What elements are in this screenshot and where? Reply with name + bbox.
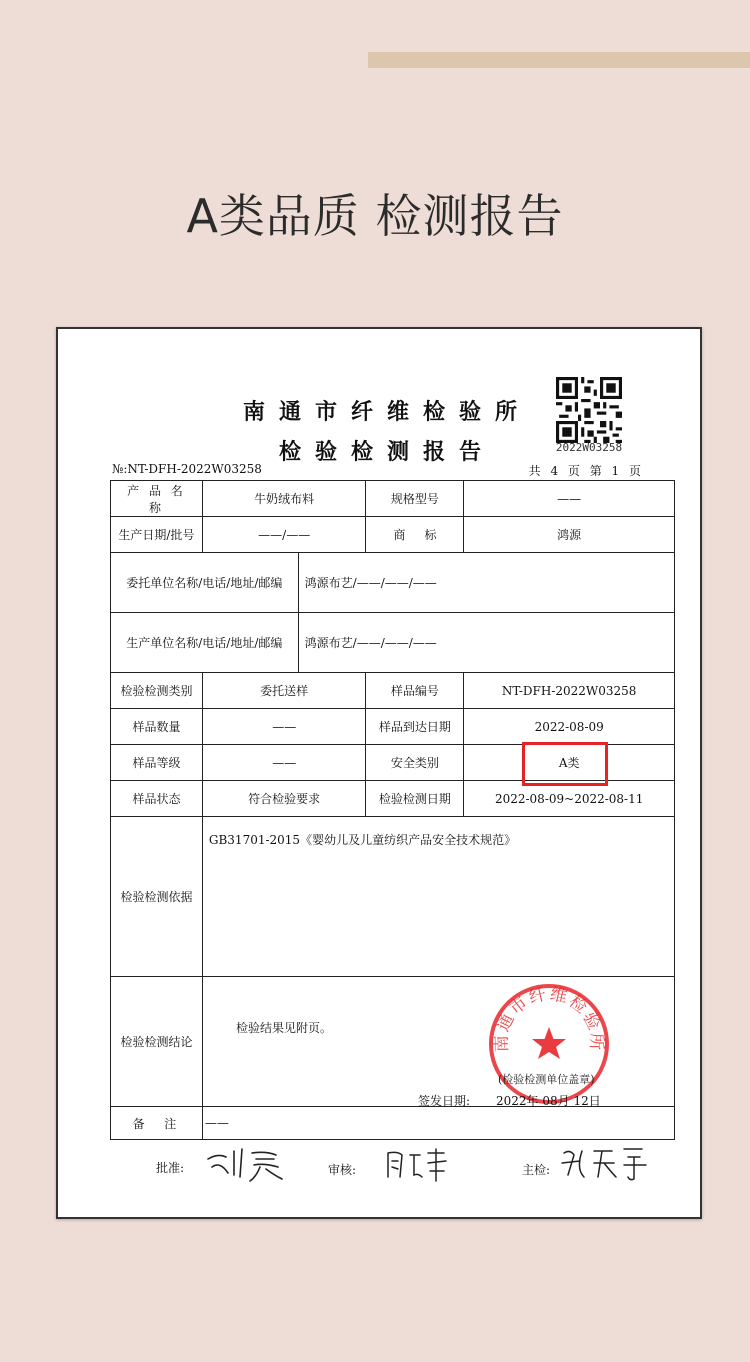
- seal-text: 南通市纤维检验所: [491, 984, 607, 1053]
- sample-no-value: NT-DFH-2022W03258: [464, 673, 675, 709]
- brand-label: 商 标: [366, 517, 464, 553]
- arrival-value: 2022-08-09: [464, 709, 675, 745]
- qty-value: ——: [202, 709, 366, 745]
- basis-label: 检验检测依据: [111, 817, 203, 977]
- inspector-label: 主检:: [522, 1163, 551, 1177]
- manufacturer-value: 鸿源布艺/——/——/——: [298, 613, 674, 673]
- grade-label: 样品等级: [111, 745, 203, 781]
- manufacturer-label: 生产单位名称/电话/地址/邮编: [111, 613, 299, 673]
- remark-value: ——: [202, 1107, 674, 1140]
- product-name-label: 产 品 名 称: [111, 481, 203, 517]
- qr-code-label: 2022W03258: [555, 441, 623, 454]
- official-seal-icon: [486, 981, 612, 1107]
- conclusion-label: 检验检测结论: [111, 977, 203, 1107]
- spec-value: ——: [464, 481, 675, 517]
- test-date-label: 检验检测日期: [366, 781, 464, 817]
- page-headline: A类品质 检测报告: [186, 189, 564, 243]
- safety-highlight-box: [522, 742, 608, 786]
- remark-label: 备 注: [111, 1107, 203, 1140]
- spec-label: 规格型号: [366, 481, 464, 517]
- basis-value: GB31701-2015《婴幼儿及儿童纺织产品安全技术规范》: [202, 817, 674, 977]
- issue-date-label: 签发日期:: [418, 1094, 471, 1108]
- state-value: 符合检验要求: [202, 781, 366, 817]
- prod-date-label: 生产日期/批号: [111, 517, 203, 553]
- grade-value: ——: [202, 745, 366, 781]
- client-value: 鸿源布艺/——/——/——: [298, 553, 674, 613]
- product-name-value: 牛奶绒布料: [202, 481, 366, 517]
- state-label: 样品状态: [111, 781, 203, 817]
- test-type-label: 检验检测类别: [111, 673, 203, 709]
- prod-date-value: ——/——: [202, 517, 366, 553]
- client-label: 委托单位名称/电话/地址/邮编: [111, 553, 299, 613]
- seal-caption: (检验检测单位盖章): [498, 1073, 595, 1086]
- approver-signature-icon: [204, 1145, 288, 1185]
- report-document: [56, 327, 702, 1219]
- report-number: №:NT-DFH-2022W03258: [112, 462, 262, 476]
- arrival-label: 样品到达日期: [366, 709, 464, 745]
- inspector-signature-icon: [558, 1143, 650, 1183]
- qr-code-icon: [556, 377, 622, 443]
- qty-label: 样品数量: [111, 709, 203, 745]
- page-info: 共 4 页 第 1 页: [528, 464, 644, 478]
- safety-label: 安全类别: [366, 745, 464, 781]
- org-name: 南通市纤维检验所: [242, 400, 531, 425]
- sample-no-label: 样品编号: [366, 673, 464, 709]
- issue-date-value: 2022年 08月 12日: [496, 1094, 601, 1108]
- doc-title: 检验检测报告: [278, 440, 495, 465]
- test-type-value: 委托送样: [202, 673, 366, 709]
- brand-value: 鸿源: [464, 517, 675, 553]
- safety-value: A类: [464, 745, 675, 781]
- decorative-bar: [368, 52, 750, 68]
- review-label: 审核:: [328, 1163, 357, 1177]
- conclusion-text: 检验结果见附页。: [236, 1021, 333, 1035]
- reviewer-signature-icon: [384, 1147, 454, 1183]
- approve-label: 批准:: [156, 1161, 185, 1175]
- test-date-value: 2022-08-09~2022-08-11: [464, 781, 675, 817]
